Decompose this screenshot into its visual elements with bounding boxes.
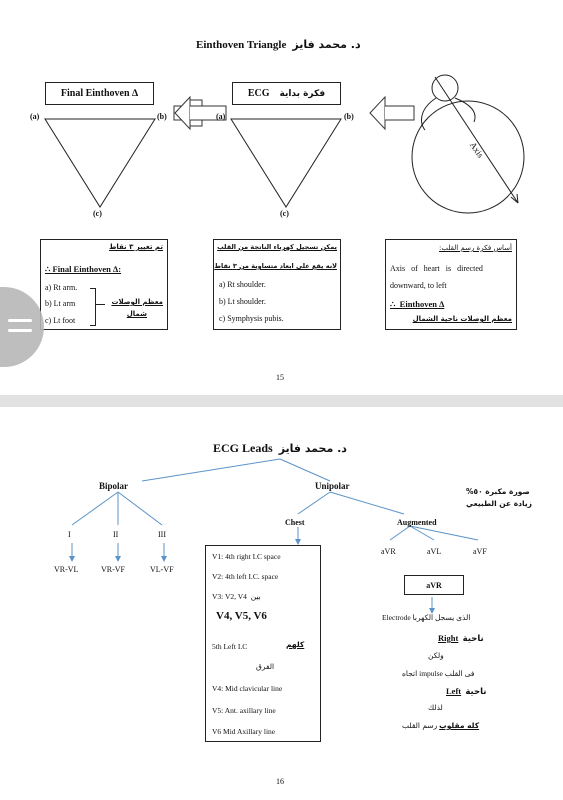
page-title: Einthoven Triangle د. محمد فايز xyxy=(196,38,361,51)
info-heading: ∴ Final Einthoven ∆: xyxy=(45,264,122,274)
final-triangle xyxy=(45,119,155,207)
bipolar-lead-1: VR-VL xyxy=(54,565,79,574)
bipolar-lead-2: VR-VF xyxy=(101,565,126,574)
v6-line: V6 Mid Axillary line xyxy=(212,727,276,736)
item-lt-shoulder: b) Lt shoulder. xyxy=(219,297,266,306)
heart-axis-info-box xyxy=(385,239,517,330)
page-separator xyxy=(0,395,563,407)
lead-ii: II xyxy=(113,530,119,539)
vertex-a-mid: (a) xyxy=(216,112,226,121)
avr-left: Left ناحية xyxy=(446,686,487,697)
item-symphysis: c) Symphysis pubis. xyxy=(219,314,284,323)
aug-lead-avf: aVF xyxy=(473,547,487,556)
arrow-head-left-icon xyxy=(175,97,190,129)
item-lt-arm: b) Lt arm xyxy=(45,299,76,308)
v1-line: V1: 4th right I.C space xyxy=(212,552,281,561)
ecg-start-box: ECG فكرة بداية xyxy=(232,82,341,105)
axis-label: Axis xyxy=(467,140,486,160)
right-heading: ∴ Einthoven ∆ xyxy=(390,299,445,309)
page-15 xyxy=(0,0,563,395)
vertex-b-left: (b) xyxy=(157,112,167,121)
page-number-2: 16 xyxy=(276,777,284,786)
v456-ar: كلهم xyxy=(286,640,305,649)
v4-line: V4: Mid clavicular line xyxy=(212,684,283,693)
page-16 xyxy=(0,407,563,800)
bipolar-lead-3: VL-VF xyxy=(150,565,174,574)
avr-line-1: Electrode الذى يسجل الكهربا xyxy=(382,613,471,622)
ecg-triangle xyxy=(231,119,341,207)
mid-ar-1: يمكن تسجيل كهرباء الناتجة من القلب xyxy=(217,243,337,251)
final-einthoven-info-box xyxy=(40,239,168,330)
vertex-c-mid: (c) xyxy=(280,209,289,218)
handle-bar xyxy=(8,329,32,332)
lead-iii: III xyxy=(158,530,166,539)
chest-leads-box xyxy=(205,545,321,742)
bracket-text-1: معظم الوصلات xyxy=(111,298,163,306)
info-ar-top: تم تغيير ٣ نقاط xyxy=(109,243,163,251)
v5-line: V5: Ant. axillary line xyxy=(212,706,276,715)
final-einthoven-box: Final Einthoven ∆ xyxy=(45,82,154,105)
avr-impulse: اتجاه impulse فى القلب xyxy=(402,669,475,678)
einthoven-diagram xyxy=(0,0,563,230)
unipolar-node: Unipolar xyxy=(315,481,350,491)
avr-lakin: ولكن xyxy=(428,651,444,660)
avr-box: aVR xyxy=(404,575,464,595)
handle-bar xyxy=(8,319,32,322)
augmented-node: Augmented xyxy=(397,518,437,527)
avr-right: Right ناحية xyxy=(438,633,484,644)
aug-lead-avl: aVL xyxy=(427,547,442,556)
bracket xyxy=(90,288,96,326)
vertex-b-mid: (b) xyxy=(344,112,354,121)
mid-ar-2: لانه يقع على ابعاد متساوية من ٣ نقاط xyxy=(214,262,337,270)
v456-line: V4, V5, V6 xyxy=(216,610,267,622)
bracket-text-2: شمال xyxy=(126,310,147,318)
v3-line: V3: V2, V4 بين xyxy=(212,592,261,601)
aug-lead-avr: aVR xyxy=(381,547,396,556)
item-rt-arm: a) Rt arm. xyxy=(45,283,78,292)
note-ar-1: صورة مكبرة ٥٠% xyxy=(466,487,530,496)
right-en-2: downward, to left xyxy=(390,281,447,290)
note-ar-2: زيادة عن الطبيعي xyxy=(466,499,532,508)
page-title-2: ECG Leads د. محمد فايز xyxy=(213,441,347,455)
vertex-a-left: (a) xyxy=(30,112,40,121)
avr-lidhalik: لذلك xyxy=(428,703,443,712)
v2-line: V2: 4th left I.C. space xyxy=(212,572,279,581)
page-number: 15 xyxy=(276,373,284,382)
right-ar-top: أساس فكرة رسم القلب: xyxy=(439,244,512,252)
heart-large-circle xyxy=(412,101,524,213)
chest-node: Chest xyxy=(285,518,305,527)
bracket-tail xyxy=(95,304,105,305)
ecg-info-box xyxy=(213,239,341,330)
diff-ar: الفرق xyxy=(256,662,275,671)
item-lt-foot: c) Lt foot xyxy=(45,316,76,325)
vertex-c-left: (c) xyxy=(93,209,102,218)
avr-last: كله مقلوب رسم القلب xyxy=(402,721,480,730)
item-rt-shoulder: a) Rt shoulder. xyxy=(219,280,266,289)
arrow-head-left-icon-2 xyxy=(370,97,385,129)
right-en-1: Axis of heart is directed xyxy=(390,264,483,273)
right-ar-bottom: معظم الوصلات ناحية الشمال xyxy=(412,315,512,323)
v456-left: 5th Left I.C xyxy=(212,642,248,651)
lead-i: I xyxy=(68,530,71,539)
bipolar-node: Bipolar xyxy=(99,481,129,491)
